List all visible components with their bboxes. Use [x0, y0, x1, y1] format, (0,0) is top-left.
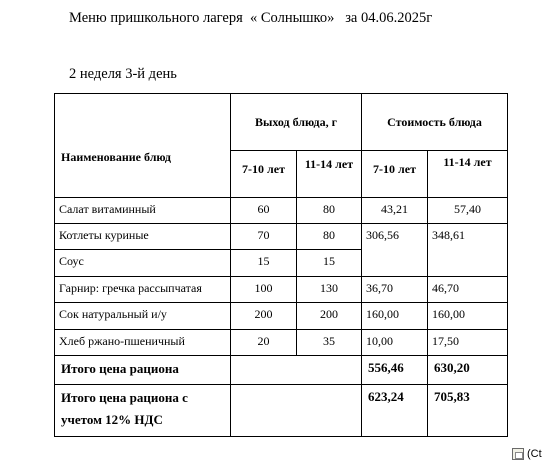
total-vat-cost-11-14: 705,83 — [428, 385, 508, 437]
yield-7-10: 20 — [231, 330, 297, 356]
yield-11-14: 200 — [297, 303, 362, 330]
header-yield-age-11-14: 11-14 лет — [297, 151, 362, 198]
cost-7-10: 10,00 — [362, 330, 428, 356]
total-label: Итого цена рациона — [55, 356, 231, 385]
cost-7-10: 306,56 — [362, 224, 428, 277]
total-cost-11-14: 630,20 — [428, 356, 508, 385]
total-vat-row — [55, 385, 508, 437]
yield-7-10: 200 — [231, 303, 297, 330]
header-yield-age-7-10: 7-10 лет — [231, 151, 297, 198]
header-cost-age-11-14: 11-14 лет — [428, 151, 508, 198]
cost-11-14: 57,40 — [428, 198, 508, 224]
total-cost-7-10: 556,46 — [362, 356, 428, 385]
document-title: Меню пришкольного лагеря « Солнышко» за 04.06.2025г — [69, 10, 433, 26]
table-row — [55, 277, 508, 303]
yield-7-10: 60 — [231, 198, 297, 224]
yield-11-14: 80 — [297, 224, 362, 250]
cost-11-14: 160,00 — [428, 303, 508, 330]
cost-11-14: 348,61 — [428, 224, 508, 277]
header-yield: Выход блюда, г — [231, 94, 362, 151]
header-cost-age-7-10: 7-10 лет — [362, 151, 428, 198]
paste-options-button[interactable] — [512, 445, 548, 463]
yield-7-10: 15 — [231, 250, 297, 277]
yield-11-14: 130 — [297, 277, 362, 303]
dish-name: Котлеты куриные — [55, 224, 231, 250]
clipboard-icon — [512, 448, 524, 460]
dish-name: Гарнир: гречка рассыпчатая — [55, 277, 231, 303]
dish-name: Соус — [55, 250, 231, 277]
document-subtitle: 2 неделя 3-й день — [69, 66, 177, 82]
total-empty-cell — [231, 356, 362, 385]
yield-11-14: 80 — [297, 198, 362, 224]
dish-name: Сок натуральный и/у — [55, 303, 231, 330]
cost-7-10: 160,00 — [362, 303, 428, 330]
yield-7-10: 100 — [231, 277, 297, 303]
total-vat-label: Итого цена рациона с учетом 12% НДС — [55, 385, 231, 437]
cost-11-14: 17,50 — [428, 330, 508, 356]
dish-name: Салат витаминный — [55, 198, 231, 224]
yield-11-14: 35 — [297, 330, 362, 356]
dish-name: Хлеб ржано-пшеничный — [55, 330, 231, 356]
table-row — [55, 303, 508, 330]
table-row — [55, 198, 508, 224]
table-row — [55, 330, 508, 356]
yield-7-10: 70 — [231, 224, 297, 250]
yield-11-14: 15 — [297, 250, 362, 277]
cost-7-10: 36,70 — [362, 277, 428, 303]
total-vat-cost-7-10: 623,24 — [362, 385, 428, 437]
paste-hint-text: (Ct — [527, 448, 542, 460]
cost-11-14: 46,70 — [428, 277, 508, 303]
total-vat-empty-cell — [231, 385, 362, 437]
cost-7-10: 43,21 — [362, 198, 428, 224]
header-cost: Стоимость блюда — [362, 94, 508, 151]
menu-table — [54, 93, 508, 437]
total-row — [55, 356, 508, 385]
table-row — [55, 224, 508, 250]
header-dish-name: Наименование блюд — [55, 94, 231, 198]
